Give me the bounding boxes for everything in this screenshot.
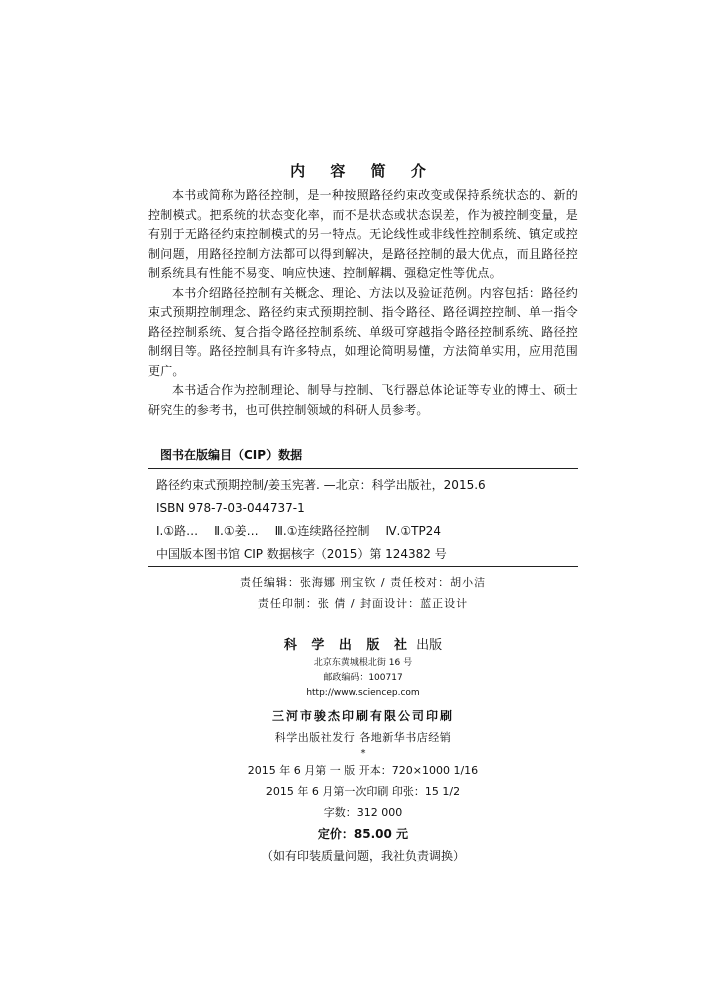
word-count-line: 字数：312 000 — [323, 806, 403, 819]
cip-library-record: 中国版本图书馆 CIP 数据核字（2015）第 124382 号 — [156, 547, 447, 561]
cip-data-block — [156, 474, 576, 566]
cip-bottom-rule — [148, 566, 578, 567]
cip-classification-row — [156, 520, 576, 543]
credits-line-editors: 责任编辑：张海娜 刑宝钦 / 责任校对：胡小洁 — [239, 576, 487, 589]
summary-title: 内 容 简 介 — [290, 162, 436, 180]
cip-class-4: Ⅳ.①TP24 — [385, 524, 441, 538]
edition-line: 2015 年 6 月第 一 版 开本：720×1000 1/16 — [247, 764, 479, 777]
summary-body — [148, 186, 578, 420]
summary-paragraph: 本书或简称为路径控制，是一种按照路径约束改变或保持系统状态的、新的控制模式。把系统的状态变化率，而不是状态或状态误差，作为被控制变量，是有别于无路径约束控制模式的另一特点。无论线性或非线性控制系统、镇定或控制问题，用路径控制方法都可以得到解决，是路径控制的最大优点，而且路径控制系统具有性能不易变、响应快速、控制解耦、强稳定性等优点。 — [148, 188, 578, 280]
cip-class-1: Ⅰ.①路… — [156, 524, 199, 538]
cip-isbn: ISBN 978-7-03-044737-1 — [156, 501, 305, 515]
cip-bibliographic-line: 路径约束式预期控制/姜玉宪著. —北京：科学出版社，2015.6 — [156, 478, 486, 492]
quality-note: （如有印装质量问题，我社负责调换） — [260, 849, 465, 863]
summary-paragraph: 本书介绍路径控制有关概念、理论、方法以及验证范例。内容包括：路径约束式预期控制理念、路径约束式预期控制、指令路径、路径调控控制、单一指令路径控制系统、复合指令路径控制系统、单级可穿越指令路径控制系统、路径控制纲目等。路径控制具有许多特点，如理论简明易懂，方法简单实用，应用范围更广。 — [148, 285, 578, 378]
publisher-block — [148, 636, 578, 867]
cip-class-2: Ⅱ.①姜… — [214, 524, 259, 538]
publisher-address: 北京东黄城根北街 16 号 — [313, 658, 413, 668]
distribution-line: 科学出版社发行 各地新华书店经销 — [274, 731, 452, 744]
cip-top-rule — [148, 468, 578, 469]
publisher-suffix: 出版 — [416, 638, 443, 653]
editorial-credits — [148, 572, 578, 614]
cip-class-3: Ⅲ.①连续路径控制 — [274, 524, 370, 538]
credits-line-production: 责任印制：张 倩 / 封面设计：蓝正设计 — [257, 597, 469, 610]
printer-line: 三河市骏杰印刷有限公司印刷 — [271, 709, 454, 723]
publisher-logo: 科 学 出 版 社 — [283, 638, 412, 653]
publisher-website: http://www.sciencep.com — [306, 688, 420, 698]
publisher-postcode: 邮政编码：100717 — [323, 673, 403, 683]
publisher-name-row — [148, 636, 578, 656]
summary-paragraph: 本书适合作为控制理论、制导与控制、飞行器总体论证等专业的博士、硕士研究生的参考书，也可供控制领域的科研人员参考。 — [148, 383, 578, 417]
impression-line: 2015 年 6 月第一次印刷 印张：15 1/2 — [265, 785, 461, 798]
cip-heading: 图书在版编目（CIP）数据 — [160, 448, 303, 462]
copyright-page — [148, 0, 578, 1000]
separator-star: * — [360, 748, 366, 759]
price-line: 定价：85.00 元 — [317, 827, 409, 841]
